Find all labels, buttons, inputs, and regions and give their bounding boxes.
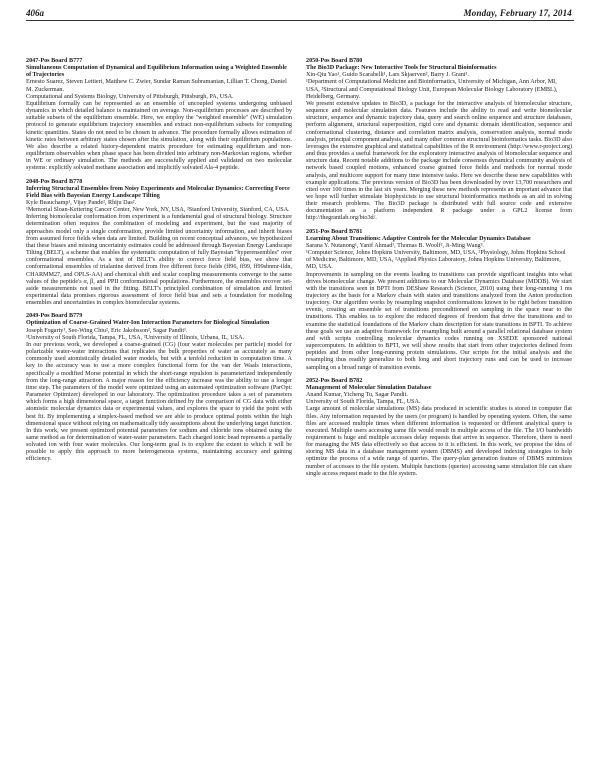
abstract-title: Optimization of Coarse-Grained Water-Ion Interaction Parameters for Biological Simulation	[26, 320, 270, 327]
abstract-id: 2047-Pos Board B777	[26, 58, 83, 64]
abstract-2051	[306, 229, 572, 372]
abstract-affiliation: Computational and Systems Biology, University of Pittsburgh, Pittsburgh, PA, USA.	[26, 93, 234, 100]
abstract-id: 2050-Pos Board B780	[306, 58, 363, 64]
abstract-title: Simultaneous Computation of Dynamical and Equilibrium Information using a Weighted Ensemble of Trajectories	[26, 65, 287, 79]
abstract-authors: Joseph Fogarty¹, See-Wing Chiu², Eric Jakobsson², Sagar Pandit¹.	[26, 327, 188, 334]
abstract-authors: Anand Kumar, Yicheng Tu, Sagar Pandit.	[306, 392, 408, 399]
right-column	[306, 58, 572, 484]
header-rule	[26, 20, 574, 21]
abstract-title: Inferring Structural Ensembles from Noisy Experiments and Molecular Dynamics: Correcting Force Field Bias with Bayesian Energy Landscape Tilting	[26, 185, 290, 199]
abstract-authors: Kyle Beauchamp¹, Vijay Pande², Rhiju Das².	[26, 199, 137, 206]
abstract-body: Inferring biomolecular conformation from experiment is a fundamental goal of structural biology. Structure determination often requires the combination of modeling and experiment, but the vast majority of approaches model only a single conformation, provide limited uncertainty information, and inherit biases from assumed force fields when data are limited. Building on recent conceptual advances, we hypothesized that these biases and missing uncertainty estimates could be addressed through Bayesian Energy Landscape Tilting (BELT), a scheme that enables the systematic computation of fully Bayesian "hyperensembles" over conformational ensembles. As a test of BELT's ability to correct force field bias, we show that conformational ensembles of trialanine derived from five different force fields (ff96, ff99, ff99sbnmr-ildn, CHARMM27, and OPLS-AA) and chemical shift and scalar coupling measurements converge to the same values of the peptide's α, β, and PPII conformational populations. Furthermore, the ensembles recover set-aside measurements not used in the fitting. BELT's principled combination of simulation and limited experimental data promises rigorous assessment of force field bias and sets a foundation for modeling ensembles and uncertainties in complex biomolecular systems.	[26, 214, 292, 307]
abstract-id: 2052-Pos Board B782	[306, 377, 363, 384]
abstract-title: The Bio3D Package: New Interactive Tools for Structural Bioinformatics	[306, 65, 497, 72]
abstract-authors: Xin-Qiu Yao¹, Guido Scarabelli¹, Lars Skjaerven², Barry J. Grant¹.	[306, 72, 469, 79]
abstract-body: In our previous work, we developed a coarse-grained (CG) (four water molecules per particle) model for polarizable water-water interactions that replicates the bulk properties of water as accurately as many commonly used atomistically detailed water models, but with a tenfold reduction in computation time. A key to the accuracy was to use a more complex functional form for the van der Waals interactions, specifically a modified Morse potential in which the short-range repulsion is parameterized independently from the long-range attraction. A major reason for the efficiency increase was the ability to use a longer time step. The parameters of the model were optimized using an automated optimization software (ParOpt: Parameter Optimizer) developed in our laboratory. The optimization procedure takes a set of parameters which forms a high dimensional space, a target function defined by the comparison of CG data with either atomistic molecular dynamics data or experimental values, and explores the space to yield the point with best fit. By implementing a simplex-based method we are able to produce optimal points within the high dimensional space without relying on mathematically tidy assumptions about the underlying target function. In this work, we present optimized potential parameters for sodium and chloride ions obtained using the same method as for determination of water-water parameters. Each charged ionic bead represents a partially solvated ion with four water molecules. Our long-term goal is to explore the extent to which it will be possible to apply this approach to more heterogeneous systems, maintaining accuracy and gaining efficiency.	[26, 341, 292, 463]
abstract-2048	[26, 179, 292, 308]
abstract-affiliation: ¹Computer Science, Johns Hopkins University, Baltimore, MD, USA, ²Physiology, Johns Hopkins School of Medicine, Baltimore, MD, USA, ³Applied Physics Laboratory, Johns Hopkins University, Baltimore, MD, USA.	[306, 250, 566, 271]
abstract-authors: Ernesto Suarez, Steven Lettieri, Matthew C. Zwier, Sundar Raman Subramanian, Lillian T. Chong, Daniel M. Zuckerman.	[26, 79, 287, 93]
page-number: 406a	[26, 8, 44, 18]
issue-date: Monday, February 17, 2014	[463, 8, 572, 18]
abstract-affiliation: ¹University of South Florida, Tampa, FL, USA, ²University of Illinois, Urbana, IL, USA.	[26, 334, 245, 341]
abstract-2047	[26, 58, 292, 173]
abstract-id: 2049-Pos Board B779	[26, 313, 83, 320]
abstract-body: Large amount of molecular simulations (MS) data produced in scientific studies is stored in computer flat files. Any information requested by the users (or program) is handled by operating system. Often, the same files are accessed multiple times when different information is requested or different analytical query is executed. Multiple users accessing same file would result in multiple access of the file. The I/O bandwidth requirement is huge and multiple accesses delay requests that arrive in sequence. Therefore, there is need for managing the MS data effectively so that access to it is efficient. In this work, we propose the idea of storing MS data in a database management system (DBMS) and developed indexing strategies to help optimize the process of a wide range of queries. The query-plan generation feature of DBMS minimizes number of accesses to the file system. Multiple functions (queries) accessing same simulation file can share single access request made to the file system.	[306, 406, 572, 477]
abstract-authors: Sarana Y. Nutanong¹, Yanif Ahmad¹, Thomas B. Woolf², Ji-Ming Wang³.	[306, 242, 484, 249]
abstract-2052	[306, 378, 572, 478]
abstract-id: 2048-Pos Board B778	[26, 178, 83, 185]
abstract-title: Management of Molecular Simulation Database	[306, 384, 432, 391]
left-column	[26, 58, 292, 470]
abstract-body: Improvements in sampling on the events leading to transitions can provide significant insights into what drives biomolecular change. We present additions to our Molecular Dynamics Database (MDDB). We start with the transitions seen in BPTI from DEShaw Research (Science, 2010) using their long-running 1 ms trajectory as the basis for a Markov chain with states and transitions analyzed from the Anton production trajectory. Our algorithm works by resampling snapshot conformations known to be right before transition events, creating an ensemble set of transitions preconditioned on sampling in the space near to the transitions. This enables us to explore the reduced degrees of freedom that drive the transitions and to examine the statistical foundations of the Markov chain description for state transitions in BPTI. To achieve these goals we use an adaptive framework for resampling built around a parallel relational database system and with scripts controlling molecular dynamics codes running on XSEDE sponsored national supercomputers. In addition to BPTI, we will show results that start from other trajectories defined from peptides and from other long-running protein simulations. Our scripts for the initial analysis and the resampling thus readily generalize to both long and short trajectory runs and can be used to increase sampling on a broad range of transition events.	[306, 271, 572, 371]
abstract-affiliation: ¹Department of Computational Medicine and Bioinformatics, University of Michigan, Ann Arbor, MI, USA, ²Structural and Computational Biology Unit, European Molecular Biology Laboratory (EMBL), Heidelberg, Germany.	[306, 79, 558, 100]
abstract-id: 2051-Pos Board B781	[306, 228, 363, 235]
abstract-affiliation: ¹Memorial Sloan-Kettering Cancer Center, New York, NY, USA, ²Stanford University, Stanford, CA, USA.	[26, 207, 290, 214]
abstract-2050	[306, 58, 572, 223]
abstract-affiliation: University of South Florida, Tampa, FL, USA.	[306, 399, 421, 406]
abstract-2049	[26, 313, 292, 463]
abstract-title: Learning About Transitions: Adaptive Controls for the Molecular Dynamics Database	[306, 235, 531, 242]
abstract-body: Equilibrium formally can be represented as an ensemble of uncoupled systems undergoing unbiased dynamics in which detailed balance is maintained on average. Non-equilibrium processes are described by suitable subsets of the equilibrium ensemble. Here, we employ the "weighted ensemble" (WE) simulation protocol to generate equilibrium trajectory ensembles and extract non-equilibrium subsets for computing kinetic quantities. States do not need to be chosen in advance. The procedure formally allows estimation of kinetic rates between arbitrary states chosen after the simulation, along with their equilibrium populations. We also describe a related history-dependent matrix procedure for estimating equilibrium and non-equilibrium observables when phase space has been divided into arbitrary non-Markovian regions, whether in WE or ordinary simulation. The methods are successfully applied and validated on two molecular systems: explicitly solvated methane association and implicitly solvated Ala-4 peptide.	[26, 100, 292, 172]
abstract-body: We present extensive updates to Bio3D, a package for the interactive analysis of biomolecular structure, sequence and molecular simulation data. Features include the ability to read and write biomolecular structure, sequence and dynamic trajectory data, query and search online sequence and structure databases, perform alignment, structural superposition, rigid core and dynamic domain identification, sequence and conformational clustering, distance and correlation matrix analysis, conservation analysis, normal mode analysis, principal component analysis, and many other common structural bioinformatics tasks. Bio3D also leverages the extensive graphical and statistical capabilities of the R environment (http://www.r-project.org) and thus provides a useful framework for the exploratory interactive analysis of biomolecular sequence and structure data. Recent notable additions to the package include consensus dynamical community analysis of network based coupled motions, enhanced coarse grained force fields and methods for normal mode analysis, and multicore support for many time intensive tasks. Here we describe these new capabilities with example applications. The previous version of Bio3D has been downloaded by over 13,700 researchers and cited over 100 times in the last six years. Merging these new methods represents an important advance that we hope will further stimulate biophysicists to use structural bioinformatics methods as an aid in solving their research problems. The Bio3D package is distributed with full source code and extensive documentation as a platform independent R package under a GPL2 license from http://thegrantlab.org/bio3d/.	[306, 100, 572, 222]
